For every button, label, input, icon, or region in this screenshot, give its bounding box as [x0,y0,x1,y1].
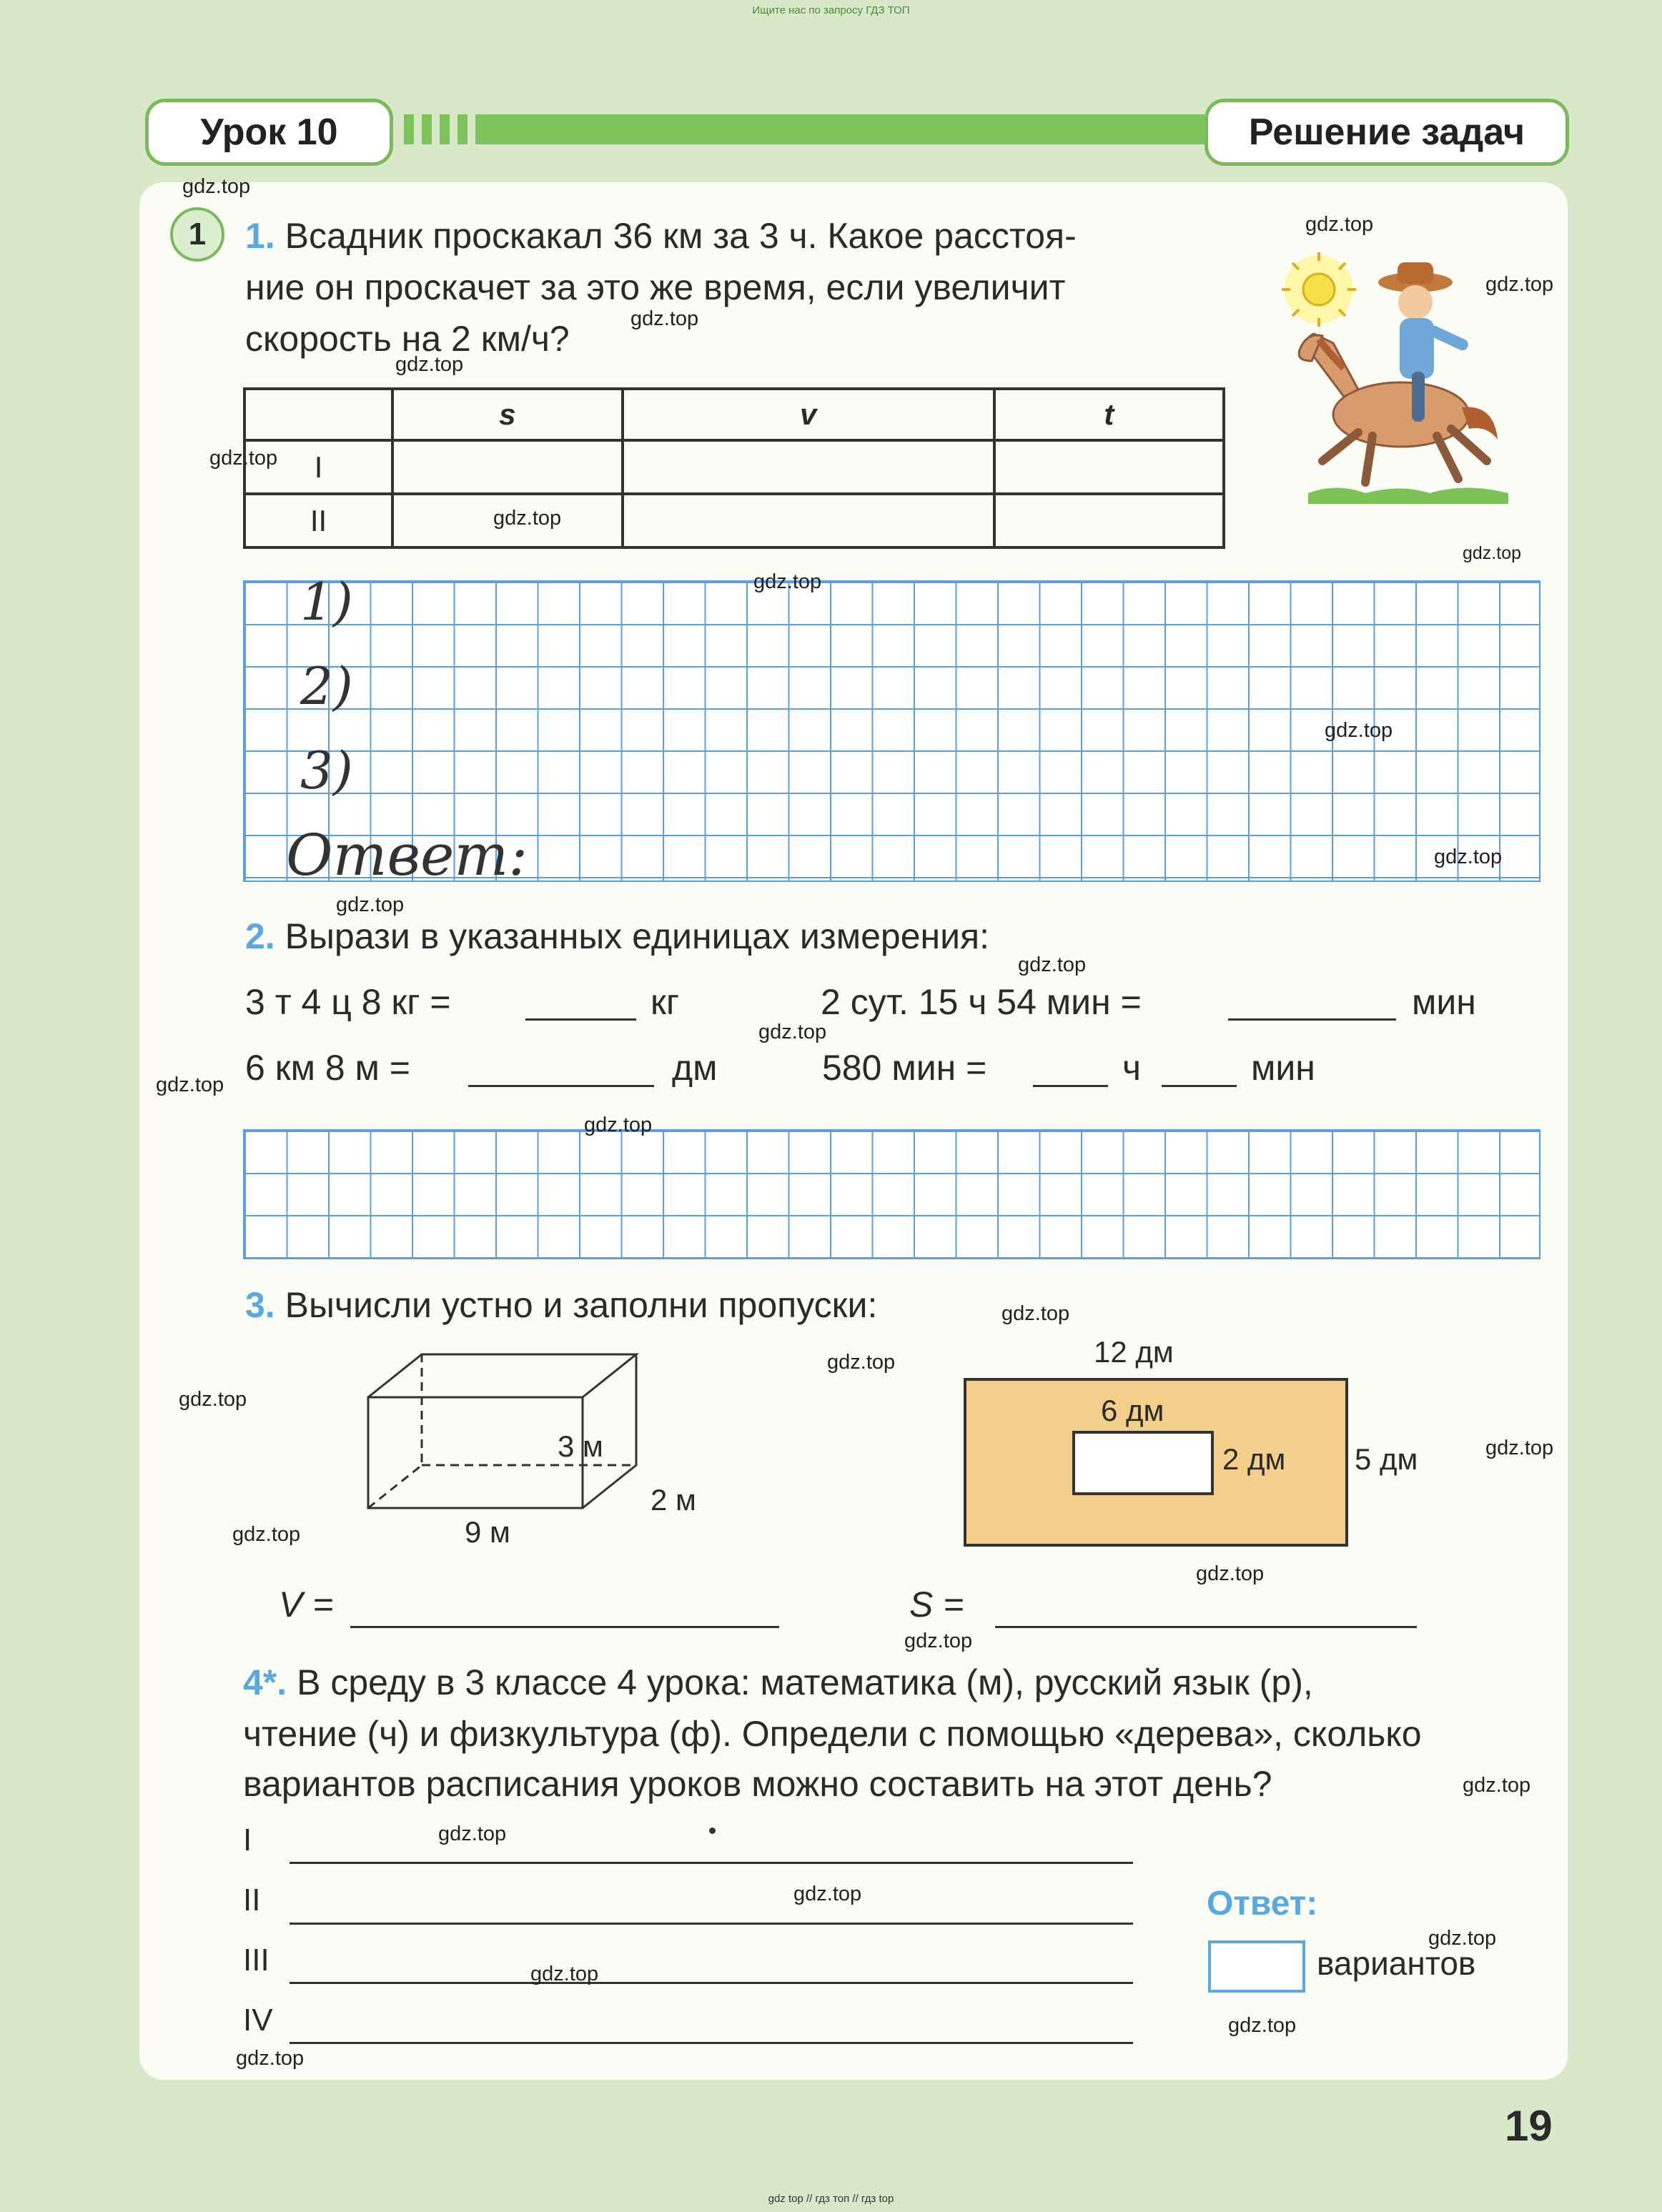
watermark: gdz.top [904,1630,973,1652]
handwriting-step-1: 1) [300,572,353,632]
task2-title [245,911,989,962]
bottom-note: gdz top // гдз топ // гдз top [768,2193,894,2205]
watermark: gdz.top [530,1963,599,1985]
table-cell[interactable] [994,494,1224,547]
tree-root-dot [709,1827,716,1834]
task1-line2: ние он проскачет за это же время, если увеличит [245,267,1066,307]
cuboid-depth-label: 2 м [651,1483,696,1517]
task4-line2: чтение (ч) и физкультура (ф). Определи с помощью «дерева», сколько [243,1714,1422,1754]
watermark: gdz.top [1325,719,1393,742]
watermark: gdz.top [1434,845,1503,868]
top-note: Ищите нас по запросу ГДЗ ТОП [752,4,910,16]
table-cell[interactable] [623,440,994,494]
watermark: gdz.top [1228,2014,1297,2037]
watermark: gdz.top [438,1822,507,1845]
rider-illustration [1280,247,1515,518]
rider-shirt [1400,318,1434,379]
table-cell[interactable] [623,494,994,547]
table-header-t: t [994,389,1224,440]
tree-row-label: III [243,1943,269,1978]
answer-blank[interactable] [468,1085,654,1087]
cuboid-hidden-edges [368,1354,422,1508]
task4-answer-unit: вариантов [1317,1945,1476,1982]
table-header-empty [244,389,392,440]
task2-title-text: Вырази в указанных единицах измерения: [285,916,990,956]
task1-line3: скорость на 2 км/ч? [245,319,570,359]
watermark: gdz.top [1463,543,1522,563]
task1-line1 [245,210,1077,262]
table-header-v: v [623,389,994,440]
cuboid-length-label: 9 м [465,1515,510,1549]
inner-width-label: 6 дм [1101,1394,1164,1427]
cuboid-figure [357,1344,686,1558]
answer-blank[interactable] [1162,1085,1237,1087]
table-header-s: s [392,389,623,440]
table-cell[interactable] [994,440,1224,494]
watermark: gdz.top [1485,1437,1554,1459]
area-label: S = [909,1584,964,1625]
watermark: gdz.top [1018,953,1087,976]
tree-answer-line[interactable] [290,1982,1133,1984]
header-stripe [404,114,414,144]
watermark: gdz.top [236,2047,305,2070]
inner-height-label: 2 дм [1222,1442,1286,1476]
watermark: gdz.top [758,1021,827,1043]
watermark: gdz.top [336,893,405,916]
task4-answer-label: Ответ: [1207,1885,1318,1923]
tree-row-label: IV [243,2003,273,2038]
task2-row1-left-b: кг [651,982,680,1022]
watermark: gdz.top [1485,273,1554,296]
task2-row1-right-a: 2 сут. 15 ч 54 мин = [821,982,1142,1022]
outer-height-label: 5 дм [1355,1442,1418,1476]
cuboid-height-label: 3 м [558,1429,603,1463]
task3-title [245,1279,877,1331]
watermark: gdz.top [209,447,278,470]
watermark: gdz.top [753,570,822,593]
task1-text-1: Всадник проскакал 36 км за 3 ч. Какое расстоя- [285,216,1077,256]
handwriting-step-3: 3) [300,740,353,800]
answer-blank[interactable] [1033,1085,1108,1087]
hat-crown [1398,262,1433,284]
lesson-badge: Урок 10 [145,99,393,166]
task2-answer-grid[interactable] [243,1129,1540,1259]
watermark: gdz.top [493,507,562,530]
sun-icon [1303,274,1335,305]
tree-row-label: I [243,1822,252,1858]
task4-line1 [243,1657,1313,1708]
task2-row2-left-b: дм [672,1048,718,1088]
task2-row1-left-a: 3 т 4 ц 8 кг = [245,982,451,1022]
watermark: gdz.top [1428,1927,1497,1950]
watermark: gdz.top [827,1351,896,1374]
task4-text-1: В среду в 3 классе 4 урока: математика (м), русский язык (р), [297,1662,1313,1702]
horse-tail [1462,407,1498,440]
tree-answer-line[interactable] [290,1862,1133,1864]
task4-line3: вариантов расписания уроков можно составить на этот день? [243,1764,1272,1804]
task-marker: 1 [170,207,224,262]
task1-table [243,387,1225,549]
answer-blank[interactable] [1228,1018,1396,1021]
tree-answer-line[interactable] [290,2042,1133,2044]
table-row-label: II [244,494,392,547]
watermark: gdz.top [1305,213,1374,236]
grass [1308,488,1508,505]
volume-answer-blank[interactable] [350,1626,779,1628]
header-stripe [440,114,450,144]
task1-number: 1. [245,216,275,256]
task2-row2-right-b: ч [1122,1048,1142,1088]
task3-number: 3. [245,1285,275,1325]
watermark: gdz.top [232,1523,301,1546]
rider-head [1398,285,1433,319]
volume-label: V = [279,1584,334,1625]
answer-blank[interactable] [525,1018,636,1021]
tree-row-label: II [243,1883,261,1918]
inner-rectangle [1072,1431,1214,1495]
watermark: gdz.top [156,1073,224,1096]
watermark: gdz.top [1001,1302,1070,1325]
header-stripe [457,114,468,144]
task4-answer-box[interactable] [1208,1940,1305,1993]
watermark: gdz.top [395,353,464,376]
cuboid-front-face [368,1397,583,1508]
handwriting-answer: Ответ: [286,822,528,888]
watermark: gdz.top [1463,1774,1531,1797]
area-answer-blank[interactable] [995,1626,1417,1628]
table-cell[interactable] [392,440,623,494]
task3-title-text: Вычисли устно и заполни пропуски: [285,1285,878,1325]
handwriting-step-2: 2) [300,656,353,716]
watermark: gdz.top [630,307,699,330]
task2-row1-right-b: мин [1412,982,1476,1022]
watermark: gdz.top [1196,1562,1265,1585]
header-stripe [422,114,432,144]
watermark: gdz.top [793,1883,862,1905]
outer-width-label: 12 дм [1094,1335,1174,1369]
page-number: 19 [1505,2102,1553,2150]
table-row-label: I [244,440,392,494]
task4-number: 4*. [243,1662,287,1702]
rider-leg [1412,372,1425,422]
task2-row2-right-c: мин [1251,1048,1315,1088]
task2-row2-left-a: 6 км 8 м = [245,1048,411,1088]
watermark: gdz.top [179,1388,247,1411]
watermark: gdz.top [182,175,251,198]
topic-badge: Решение задач [1205,99,1569,166]
watermark: gdz.top [584,1114,653,1136]
task2-number: 2. [245,916,275,956]
task2-row2-right-a: 580 мин = [822,1048,987,1088]
cuboid-top-edges [368,1354,636,1397]
header-bar [475,114,1205,144]
tree-answer-line[interactable] [290,1923,1133,1925]
